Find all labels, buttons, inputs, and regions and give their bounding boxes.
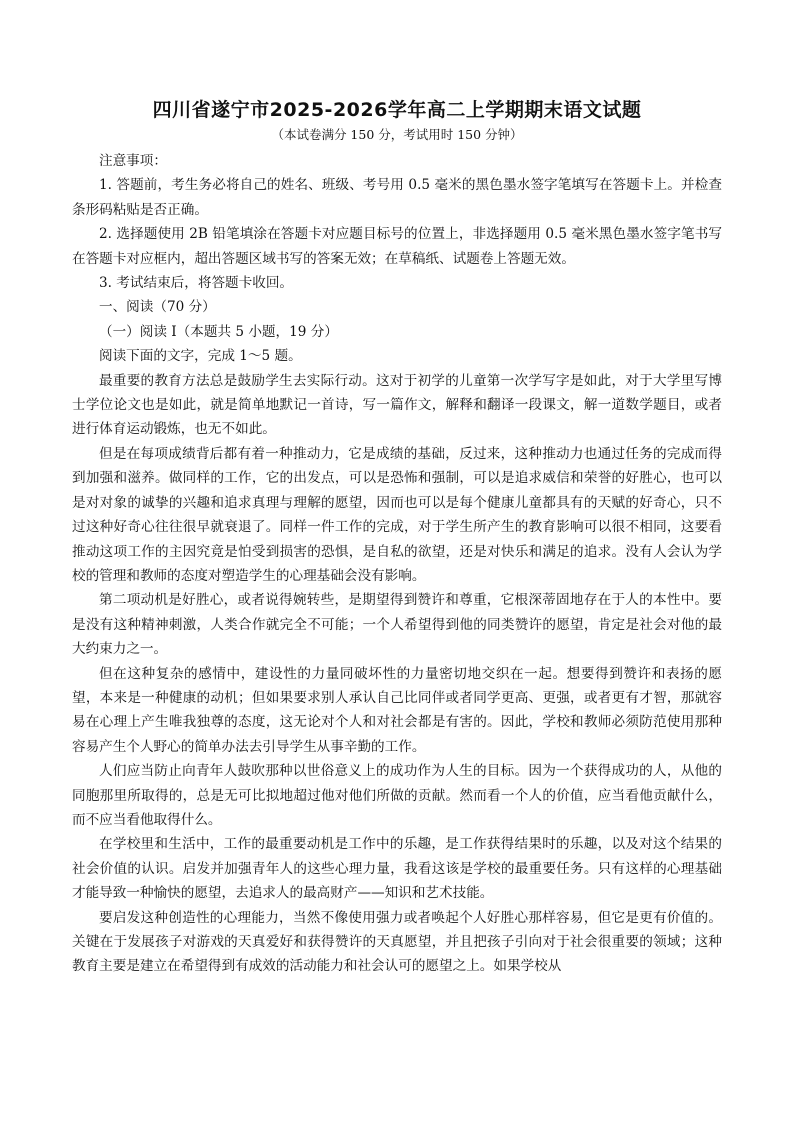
page-title: 四川省遂宁市2025-2026学年高二上学期期末语文试题 — [152, 99, 642, 121]
passage-paragraph: 但是在每项成绩背后都有着一种推动力，它是成绩的基础，反过来，这种推动力也通过任务的完成而得到加强和滋养。做同样的工作，它的出发点，可以是恐怖和强制，可以是追求威信和荣誉的好胜心，也可以是对对象的诚挚的兴趣和追求真理与理解的愿望，因而也可以是每个健康儿童都具有的天赋的好奇心，只不过这种好奇心往往很早就衰退了。同样一件工作的完成，对于学生所产生的教育影响可以很不相同，这要看推动这项工作的主因究竟是怕受到损害的恐惧，是自私的欲望，还是对快乐和满足的追求。没有人会认为学校的管理和教师的态度对塑造学生的心理基础会没有影响。 — [72, 445, 722, 584]
passage-paragraph: 但在这种复杂的感情中，建设性的力量同破坏性的力量密切地交织在一起。想要得到赞许和表扬的愿望，本来是一种健康的动机；但如果要求别人承认自己比同伴或者同学更高、更强，或者更有才智，那就容易在心理上产生唯我独尊的态度，这无论对个人和对社会都是有害的。因此，学校和教师必须防范使用那种容易产生个人野心的简单办法去引导学生从事辛勤的工作。 — [72, 665, 722, 755]
notice-heading: 注意事项： — [99, 153, 167, 169]
passage-paragraph: 在学校里和生活中，工作的最重要动机是工作中的乐趣，是工作获得结果时的乐趣，以及对这个结果的社会价值的认识。启发并加强青年人的这些心理力量，我看这该是学校的最重要任务。只有这样的心理基础才能导致一种愉快的愿望，去追求人的最高财产——知识和艺术技能。 — [72, 836, 722, 902]
document-page — [72, 97, 722, 979]
part-heading: 一、阅读（70 分） — [99, 299, 216, 316]
reading-instruction: 阅读下面的文字，完成 1～5 题。 — [99, 348, 302, 365]
passage-paragraph: 最重要的教育方法总是鼓励学生去实际行动。这对于初学的儿童第一次学写字是如此，对于大学里写博士学位论文也是如此，就是简单地默记一首诗，写一篇作文，解释和翻译一段课文，解一道数学题目，或者进行体育运动锻炼，也无不如此。 — [72, 372, 722, 438]
passage-paragraph: 第二项动机是好胜心，或者说得婉转些，是期望得到赞许和尊重，它根深蒂固地存在于人的本性中。要是没有这种精神刺激，人类合作就完全不可能；一个人希望得到他的同类赞许的愿望，肯定是社会对他的最大约束力之一。 — [72, 592, 722, 658]
sub-section-heading: （一）阅读 I（本题共 5 小题，19 分） — [99, 323, 338, 340]
notice-item: 3. 考试结束后，将答题卡收回。 — [99, 275, 294, 292]
exam-info-subtitle: （本试卷满分 150 分，考试用时 150 分钟） — [271, 127, 523, 142]
passage-paragraph: 要启发这种创造性的心理能力，当然不像使用强力或者唤起个人好胜心那样容易，但它是更有价值的。关键在于发展孩子对游戏的天真爱好和获得赞许的天真愿望，并且把孩子引向对于社会很重要的领域；这种教育主要是建立在希望得到有成效的活动能力和社会认可的愿望之上。如果学校从 — [72, 909, 722, 975]
passage-paragraph: 人们应当防止向青年人鼓吹那种以世俗意义上的成功作为人生的目标。因为一个获得成功的人，从他的同胞那里所取得的，总是无可比拟地超过他对他们所做的贡献。然而看一个人的价值，应当看他贡献什么，而不应当看他取得什么。 — [72, 763, 722, 828]
notice-item: 2. 选择题使用 2B 铅笔填涂在答题卡对应题目标号的位置上，非选择题用 0.5 毫米黑色墨水签字笔书写在答题卡对应框内，超出答题区域书写的答案无效；在草稿纸、试题卷上答题无效。 — [72, 226, 722, 267]
notice-item: 1. 答题前，考生务必将自己的姓名、班级、考号用 0.5 毫米的黑色墨水签字笔填写在答题卡上。并检查条形码粘贴是否正确。 — [72, 177, 722, 218]
